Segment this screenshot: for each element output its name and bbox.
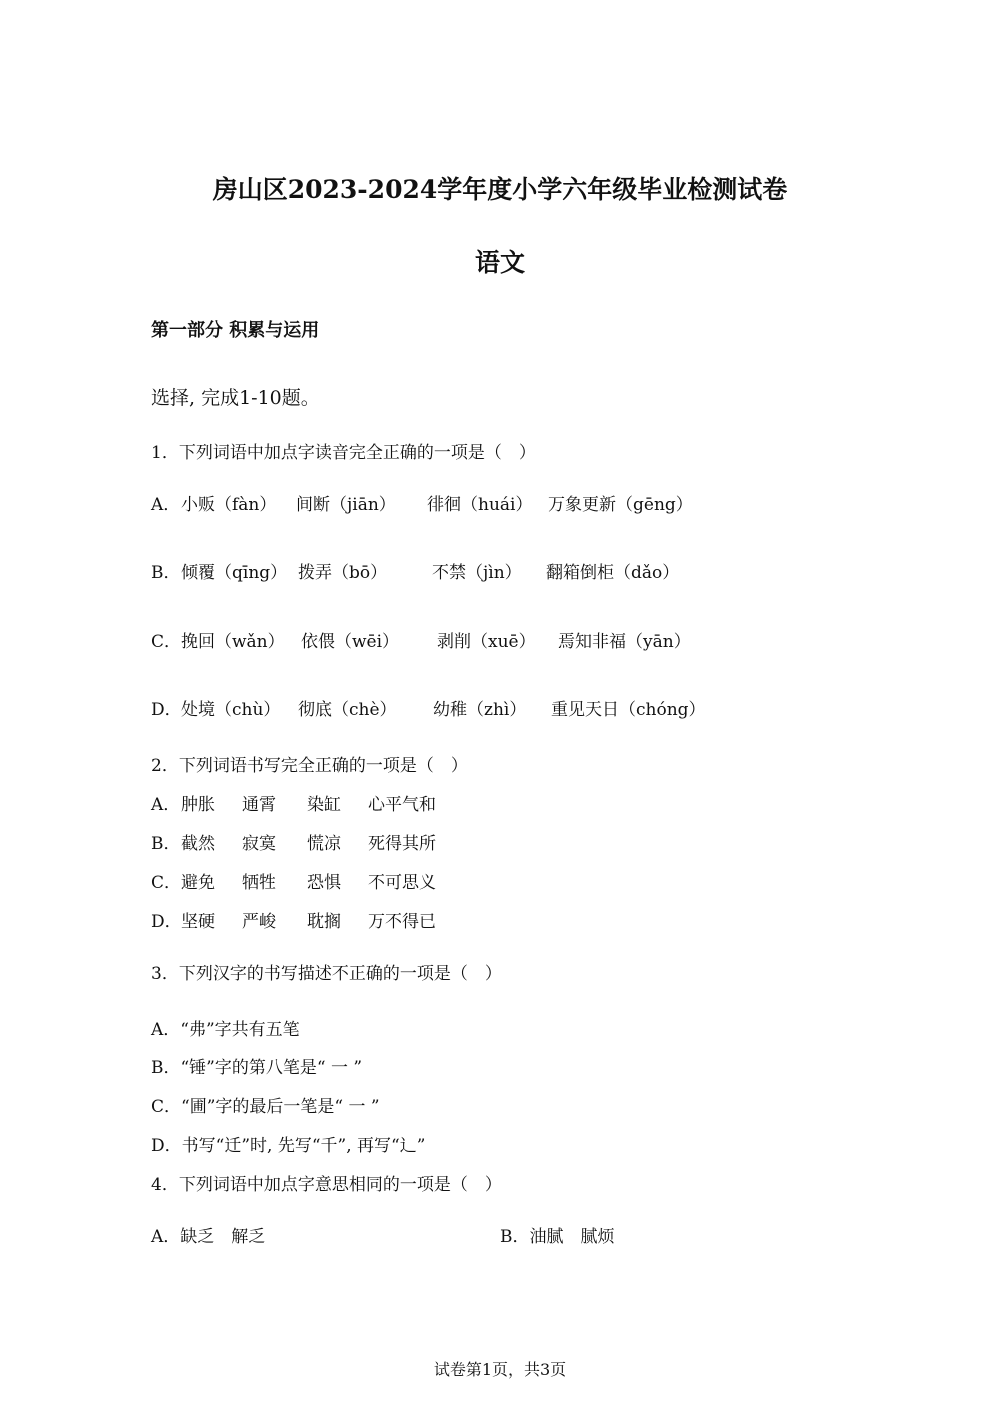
- word-item: 处境（chù）: [181, 700, 281, 720]
- q3-stem: 3．下列汉字的书写描述不正确的一项是（ ）: [151, 964, 502, 984]
- word-item: 剥削（xuē）: [437, 632, 536, 652]
- word-item: 万象更新（gēng）: [548, 495, 693, 515]
- word-item: 倾覆（qīng）: [181, 563, 288, 583]
- section-instruction: 选择, 完成1-10题。: [151, 387, 320, 409]
- word-item: 避免: [181, 873, 215, 893]
- word-item: 耽搁: [307, 912, 341, 932]
- word-item: 不可思义: [368, 873, 436, 893]
- option-label: A．: [151, 495, 181, 515]
- exam-title: 房山区2023-2024学年度小学六年级毕业检测试卷: [212, 175, 788, 204]
- q3-option-d: D．书写“迁”时, 先写“千”, 再写“辶”: [151, 1136, 426, 1156]
- word-item: 肿胀: [181, 795, 215, 815]
- word-item: 间断（jiān）: [296, 495, 396, 515]
- q4-option-a: A．缺乏 解乏: [151, 1227, 266, 1247]
- word-item: 慌凉: [307, 834, 341, 854]
- word-item: 拨弄（bō）: [298, 563, 388, 583]
- option-label: C．: [151, 632, 182, 652]
- option-label: D．: [151, 700, 182, 720]
- word-item: 截然: [181, 834, 215, 854]
- word-item: 不禁（jìn）: [432, 563, 522, 583]
- q3-option-b: B．“锤”字的第八笔是“ 一 ”: [151, 1058, 363, 1078]
- q4-stem: 4．下列词语中加点字意思相同的一项是（ ）: [151, 1175, 502, 1195]
- q1-stem: 1．下列词语中加点字读音完全正确的一项是（ ）: [151, 443, 536, 463]
- word-item: 坚硬: [181, 912, 215, 932]
- word-item: 万不得已: [368, 912, 436, 932]
- option-label: B．: [151, 563, 181, 583]
- subject-title: 语文: [474, 248, 525, 277]
- option-label: B．: [151, 834, 181, 854]
- option-label: C．: [151, 873, 182, 893]
- section-heading: 第一部分 积累与运用: [151, 320, 320, 341]
- word-item: 翻箱倒柜（dǎo）: [546, 563, 680, 583]
- word-item: 徘徊（huái）: [427, 495, 533, 515]
- word-item: 牺牲: [242, 873, 276, 893]
- word-item: 重见天日（chóng）: [551, 700, 706, 720]
- q3-option-c: C．“圃”字的最后一笔是“ 一 ”: [151, 1097, 380, 1117]
- option-label: D．: [151, 912, 182, 932]
- word-item: 依偎（wēi）: [301, 632, 400, 652]
- option-label: A．: [151, 795, 181, 815]
- word-item: 死得其所: [368, 834, 436, 854]
- word-item: 彻底（chè）: [298, 700, 397, 720]
- page-footer: 试卷第1页，共3页: [433, 1360, 567, 1379]
- word-item: 寂寞: [242, 834, 276, 854]
- q4-option-b: B．油腻 腻烦: [500, 1227, 615, 1247]
- word-item: 焉知非福（yān）: [558, 632, 691, 652]
- word-item: 幼稚（zhì）: [433, 700, 527, 720]
- q3-option-a: A．“弗”字共有五笔: [151, 1020, 300, 1040]
- q2-stem: 2．下列词语书写完全正确的一项是（ ）: [151, 756, 468, 776]
- word-item: 恐惧: [307, 873, 341, 893]
- word-item: 挽回（wǎn）: [181, 632, 285, 652]
- word-item: 染缸: [307, 795, 341, 815]
- word-item: 严峻: [242, 912, 276, 932]
- word-item: 小贩（fàn）: [181, 495, 277, 515]
- word-item: 通霄: [242, 795, 276, 815]
- word-item: 心平气和: [368, 795, 436, 815]
